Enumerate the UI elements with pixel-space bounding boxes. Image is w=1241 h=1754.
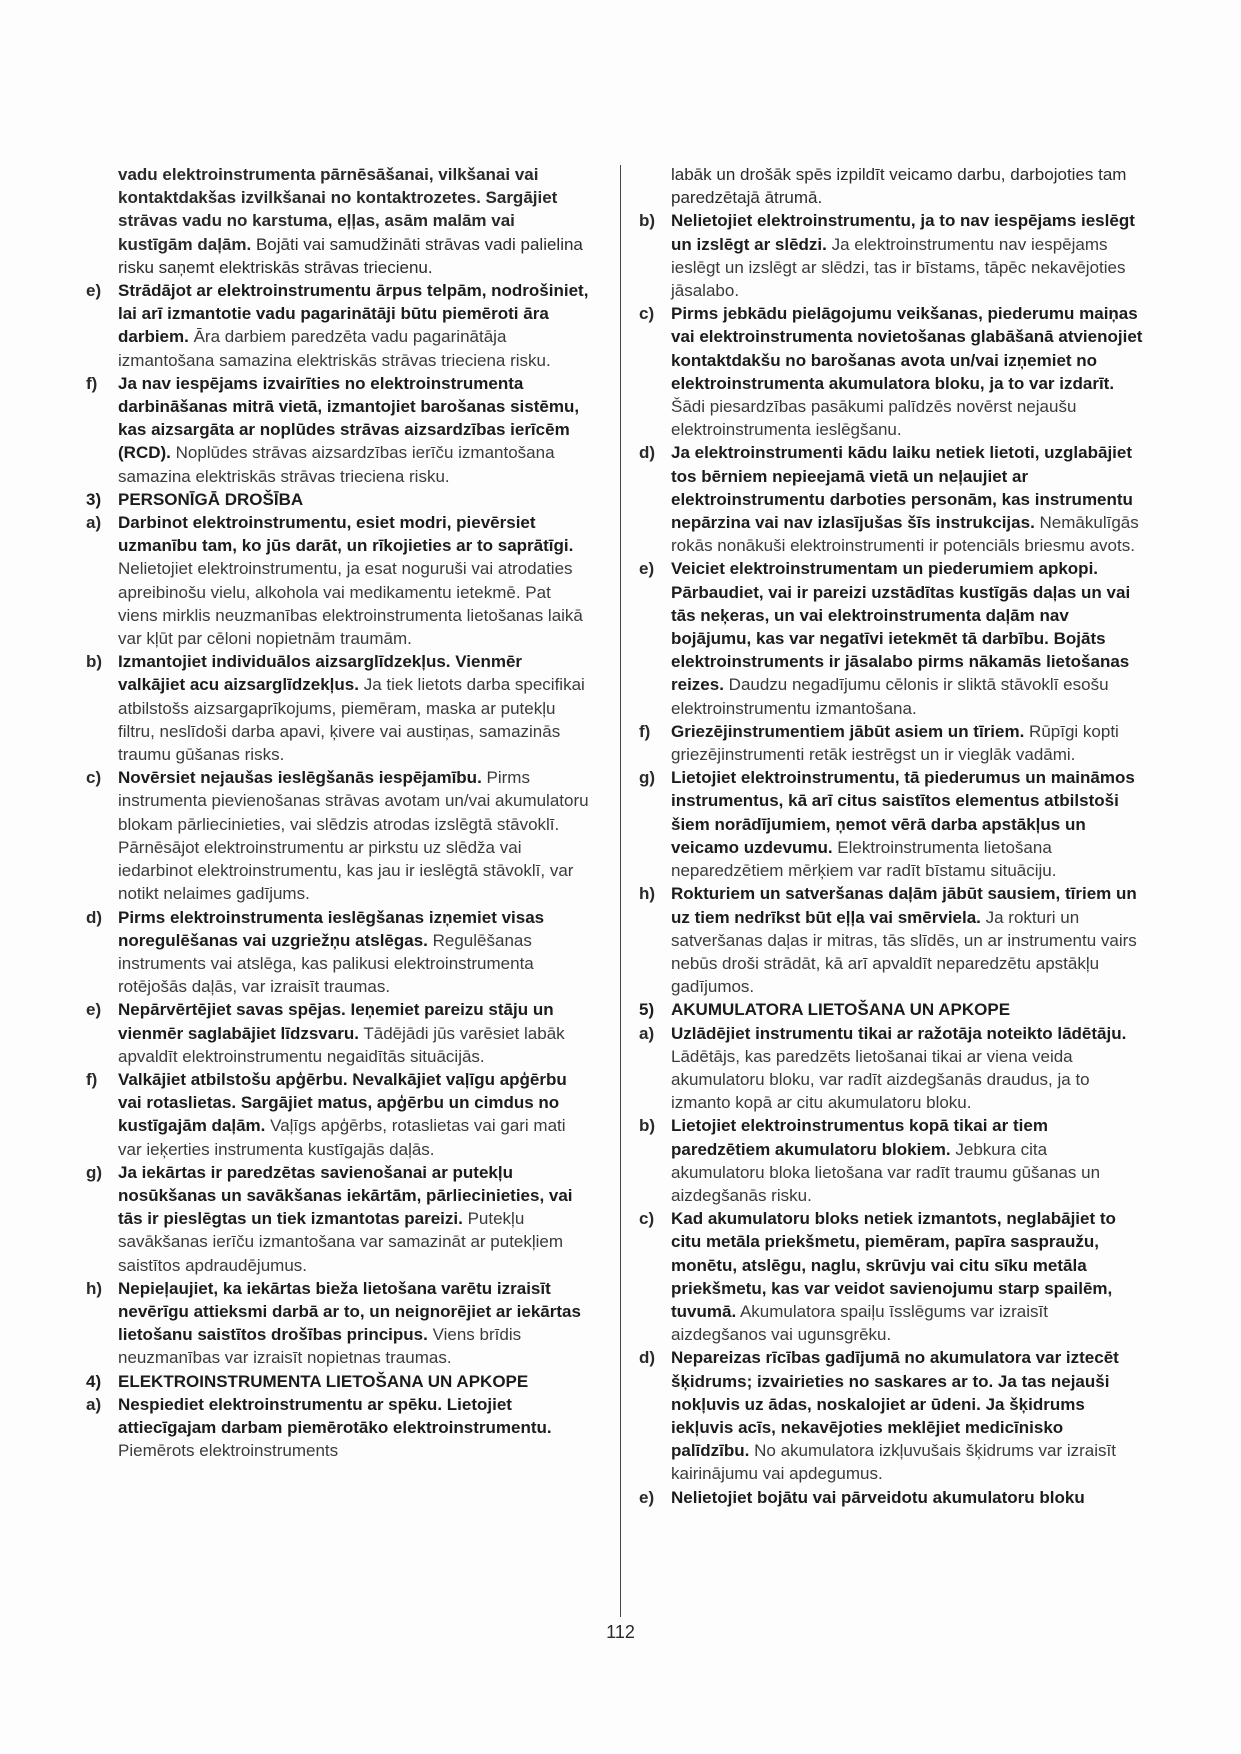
instruction-explanation: Ja tiek lietots darba specifikai atbilstošs aizsargaprīkojums, piemēram, maska ar putekļu filtru, neslīdoši darba apavi, ķivere vai austiņas, samazinās traumu gūšanas risks. <box>118 675 585 765</box>
instruction-bold: Kad akumulatoru bloks netiek izmantots, neglabājiet to citu metāla priekšmetu, piemēram, papīra saspraužu, monētu, atslēgu, naglu, skrūvju vai citu sīku metāla priekšmetu, kas var veidot savienojumu starp spailēm, tuvumā. <box>671 1209 1116 1321</box>
instruction-bold: Novērsiet nejaušas ieslēgšanās iespējamību. <box>118 768 482 788</box>
list-item-g <box>86 1161 592 1277</box>
list-marker: e) <box>86 1000 102 1020</box>
instruction-explanation: Bojāti vai samudžināti strāvas vadi palielina risku saņemt elektriskās strāvas triecienu. <box>118 234 583 277</box>
instruction-bold: Strādājot ar elektroinstrumentu ārpus telpām, nodrošiniet, lai arī izmantotie vadu pagarinātāji būtu piemēroti āra darbiem. <box>118 281 589 347</box>
instruction-bold: Rokturiem un satveršanas daļām jābūt sausiem, tīriem un uz tiem nedrīkst būt eļļa vai smērviela. <box>671 884 1137 927</box>
list-marker: d) <box>639 443 656 463</box>
instruction-explanation: Jebkura cita akumulatoru bloka lietošana var radīt traumu gūšanas un aizdegšanās risku. <box>671 1139 1101 1205</box>
list-item-f <box>639 720 1145 766</box>
instruction-bold: Nespiediet elektroinstrumentu ar spēku. Lietojiet attiecīgajam darbam piemērotāko elektroinstrumentu. <box>118 1394 552 1437</box>
instruction-bold: Griezējinstrumentiem jābūt asiem un tīriem. <box>671 721 1025 741</box>
instruction-bold: vadu elektroinstrumenta pārnēsāšanai, vilkšanai vai kontaktdakšas izvilkšanai no kontaktrozetes. Sargājiet strāvas vadu no karstuma, eļļas, asām malām vai kustīgām daļām. <box>118 165 558 254</box>
list-item-h <box>639 882 1145 998</box>
list-marker: d) <box>639 1348 656 1368</box>
page-number: 112 <box>606 1622 635 1642</box>
instruction-explanation: Regulēšanas instruments vai atslēga, kas palikusi elektroinstrumenta rotējošās daļās, var izraisīt traumas. <box>118 930 534 997</box>
list-item-c <box>86 766 592 905</box>
instruction-explanation: Putekļu savākšanas ierīču izmantošana var samazināt ar putekļiem saistītos apdraudējumus. <box>118 1209 564 1275</box>
section-heading-4 <box>86 1370 592 1393</box>
instruction-bold: Darbinot elektroinstrumentu, esiet modri, pievērsiet uzmanību tam, ko jūs darāt, un rīkojieties ar to saprātīgi. <box>118 513 574 556</box>
list-marker: c) <box>86 768 102 788</box>
section-number: 3) <box>86 489 102 509</box>
list-marker: h) <box>639 884 656 904</box>
list-item-a <box>639 1022 1145 1115</box>
list-marker: g) <box>639 768 656 788</box>
instruction-explanation: Noplūdes strāvas aizsardzības ierīču izmantošana samazina elektriskās strāvas trieciena risku. <box>118 443 555 486</box>
instruction-explanation: No akumulatora izkļuvušais šķidrums var izraisīt kairinājumu vai apdegumus. <box>671 1441 1116 1484</box>
list-marker: c) <box>639 304 655 324</box>
list-marker: b) <box>86 652 103 672</box>
section-number: 5) <box>639 1000 655 1020</box>
instruction-explanation: Ja elektroinstrumentu nav iespējams ieslēgt un izslēgt ar slēdzi, tas ir bīstams, tāpēc nekavējoties jāsalabo. <box>671 234 1126 301</box>
instruction-bold: Pirms elektroinstrumenta ieslēgšanas izņemiet visas noregulēšanas vai uzgriežņu atslēgas. <box>118 907 545 950</box>
right-column <box>639 163 1145 1509</box>
instruction-explanation: Nemākulīgās rokās nonākuši elektroinstrumenti ir potenciāls briesmu avots. <box>671 513 1139 556</box>
list-item-e <box>639 1486 1145 1509</box>
list-item-f <box>86 1068 592 1161</box>
list-marker: a) <box>86 513 102 533</box>
instruction-explanation: Tādējādi jūs varēsiet labāk apvaldīt elektroinstrumentu negaidītās situācijās. <box>118 1023 565 1066</box>
left-column <box>86 163 592 1462</box>
list-marker: a) <box>639 1023 655 1043</box>
list-marker: a) <box>86 1394 102 1414</box>
instruction-bold: Uzlādējiet instrumentu tikai ar ražotāja noteikto lādētāju. <box>671 1023 1127 1043</box>
list-item-d <box>639 441 1145 557</box>
instruction-bold: Pirms jebkādu pielāgojumu veikšanas, piederumu maiņas vai elektroinstrumenta novietošanas glabāšanā atvienojiet kontaktdakšu no barošanas avota un/vai izņemiet no elektroinstrumenta akumulatora bloku, ja to var izdarīt. <box>671 304 1143 393</box>
instruction-explanation: Lādētājs, kas paredzēts lietošanai tikai ar viena veida akumulatoru bloku, var radīt aizdegšanās draudus, ja to izmanto kopā ar citu akumulatoru bloku. <box>671 1046 1090 1113</box>
list-item-b <box>86 650 592 766</box>
instruction-explanation: Daudzu negadījumu cēlonis ir sliktā stāvoklī esošu elektroinstrumentu izmantošana. <box>671 675 1109 718</box>
list-marker: c) <box>639 1209 655 1229</box>
list-marker: e) <box>639 559 655 579</box>
instruction-explanation: Elektroinstrumenta lietošana neparedzētiem mērķiem var radīt bīstamu situāciju. <box>671 837 1057 881</box>
section-title: AKUMULATORA LIETOŠANA UN APKOPE <box>671 1000 1011 1020</box>
instruction-explanation: Āra darbiem paredzēta vadu pagarinātāja izmantošana samazina elektriskās strāvas trieciena risku. <box>118 327 551 370</box>
list-item-a <box>86 1393 592 1463</box>
list-marker: e) <box>639 1487 655 1507</box>
instruction-bold: Ja elektroinstrumenti kādu laiku netiek lietoti, uzglabājiet tos bērniem nepieejamā vietā un neļaujiet ar elektroinstrumentu darboties personām, kas instrumentu nepārzina vai nav izlasījušas šīs instrukcijas. <box>671 443 1133 533</box>
instruction-explanation: Ja rokturi un satveršanas daļas ir mitras, tās slīdēs, un ar instrumentu vairs nebūs droši strādāt, kā arī apvaldīt neparedzētu apstākļu gadījumos. <box>671 907 1137 997</box>
list-marker: f) <box>86 1069 98 1089</box>
list-marker: h) <box>86 1278 103 1298</box>
list-marker: f) <box>86 373 98 393</box>
list-marker: d) <box>86 907 103 927</box>
instruction-bold: Nepareizas rīcības gadījumā no akumulatora var iztecēt šķidrums; izvairieties no saskares ar to. Ja tas nejauši nokļuvis uz ādas, noskalojiet ar ūdeni. Ja šķidrums iekļuvis acīs, nekavējoties meklējiet medicīnisko palīdzību. <box>671 1348 1119 1461</box>
instruction-explanation: Nelietojiet elektroinstrumentu, ja esat noguruši vai atrodaties apreibinošu vielu, alkohola vai medikamentu ietekmē. Pat viens mirklis neuzmanības elektroinstrumenta lietošanas laikā var kļūt par cēloni nopietnām traumām. <box>118 559 583 649</box>
instruction-explanation: Akumulatora spaiļu īsslēgums var izraisīt aizdegšanos vai ugunsgrēku. <box>671 1301 1048 1345</box>
section-heading-3 <box>86 488 592 511</box>
instruction-explanation: Viens brīdis neuzmanības var izraisīt nopietnas traumas. <box>118 1325 522 1368</box>
instruction-explanation: Vaļīgs apģērbs, rotaslietas vai gari mati var ieķerties instrumenta kustīgajās daļās. <box>118 1116 566 1159</box>
instruction-bold: Nepārvērtējiet savas spējas. Ieņemiet pareizu stāju un vienmēr saglabājiet līdzsvaru. <box>118 1000 554 1043</box>
list-item-b <box>639 209 1145 302</box>
list-item-c <box>639 1207 1145 1346</box>
list-marker: b) <box>639 1116 656 1136</box>
instruction-explanation: Šādi piesardzības pasākumi palīdzēs novērst nejaušu elektroinstrumenta ieslēgšanu. <box>671 397 1077 440</box>
list-item-d <box>86 906 592 999</box>
column-divider <box>620 165 621 1617</box>
instruction-bold: Nelietojiet elektroinstrumentu, ja to nav iespējams ieslēgt un izslēgt ar slēdzi. <box>671 211 1135 254</box>
list-item-e <box>639 557 1145 719</box>
instruction-explanation: Piemērots elektroinstruments <box>118 1441 339 1461</box>
list-item-e <box>86 998 592 1068</box>
continued-paragraph <box>86 163 592 279</box>
list-marker: e) <box>86 281 102 301</box>
instruction-explanation: labāk un drošāk spēs izpildīt veicamo darbu, darbojoties tam paredzētajā ātrumā. <box>671 165 1127 208</box>
list-item-d <box>639 1346 1145 1485</box>
list-item-h <box>86 1277 592 1370</box>
instruction-bold: Nepieļaujiet, ka iekārtas bieža lietošana varētu izraisīt nevērīgu attieksmi darbā ar to, un neignorējiet ar iekārtas lietošanu saistītos drošības principus. <box>118 1278 581 1345</box>
section-title: PERSONĪGĀ DROŠĪBA <box>118 489 304 509</box>
instruction-bold: Izmantojiet individuālos aizsarglīdzekļus. Vienmēr valkājiet acu aizsarglīdzekļus. <box>118 652 523 695</box>
instruction-bold: Nelietojiet bojātu vai pārveidotu akumulatoru bloku <box>671 1487 1085 1507</box>
list-item-a <box>86 511 592 650</box>
list-item-c <box>639 302 1145 441</box>
section-heading-5 <box>639 998 1145 1021</box>
instruction-bold: Valkājiet atbilstošu apģērbu. Nevalkājiet vaļīgu apģērbu vai rotaslietas. Sargājiet matus, apģērbu un cimdus no kustīgajām daļām. <box>118 1069 567 1136</box>
instruction-explanation: Rūpīgi kopti griezējinstrumenti retāk iestrēgst un ir vieglāk vadāmi. <box>671 721 1119 765</box>
section-title: ELEKTROINSTRUMENTA LIETOŠANA UN APKOPE <box>118 1371 529 1391</box>
list-marker: f) <box>639 721 651 741</box>
list-marker: b) <box>639 211 656 231</box>
instruction-bold: Ja iekārtas ir paredzētas savienošanai ar putekļu nosūkšanas un savākšanas iekārtām, pārliecinieties, vai tās ir pieslēgtas un tiek izmantotas pareizi. <box>118 1162 573 1229</box>
section-number: 4) <box>86 1371 102 1391</box>
list-item-e <box>86 279 592 372</box>
list-marker: g) <box>86 1162 103 1182</box>
list-item-f <box>86 372 592 488</box>
list-item-b <box>639 1114 1145 1207</box>
instruction-bold: Ja nav iespējams izvairīties no elektroinstrumenta darbināšanas mitrā vietā, izmantojiet barošanas sistēmu, kas aizsargāta ar noplūdes strāvas aizsardzības ierīcēm (RCD). <box>118 373 580 463</box>
continued-paragraph <box>639 163 1145 209</box>
instruction-bold: Veiciet elektroinstrumentam un piederumiem apkopi. Pārbaudiet, vai ir pareizi uzstādītas kustīgās daļas un vai tās neķeras, un vai elektroinstrumenta daļām nav bojājumu, kas var negatīvi ietekmēt tā darbību. Bojāts elektroinstruments ir jāsalabo pirms nākamās lietošanas reizes. <box>671 559 1131 695</box>
instruction-explanation: Pirms instrumenta pievienošanas strāvas avotam un/vai akumulatoru blokam pārliecinieties, vai slēdzis atrodas izslēgtā stāvoklī. Pārnēsājot elektroinstrumentu ar pirkstu uz slēdža vai iedarbinot elektroinstrumentu, kas jau ir ieslēgtā stāvoklī, var notikt nelaimes gadījums. <box>118 768 589 904</box>
list-item-g <box>639 766 1145 882</box>
instruction-bold: Lietojiet elektroinstrumentus kopā tikai ar tiem paredzētiem akumulatoru blokiem. <box>671 1116 1048 1159</box>
instruction-bold: Lietojiet elektroinstrumentu, tā piederumus un maināmos instrumentus, kā arī citus saistītos elementus atbilstoši šiem norādījumiem, ņemot vērā darba apstākļus un veicamo uzdevumu. <box>671 768 1135 857</box>
